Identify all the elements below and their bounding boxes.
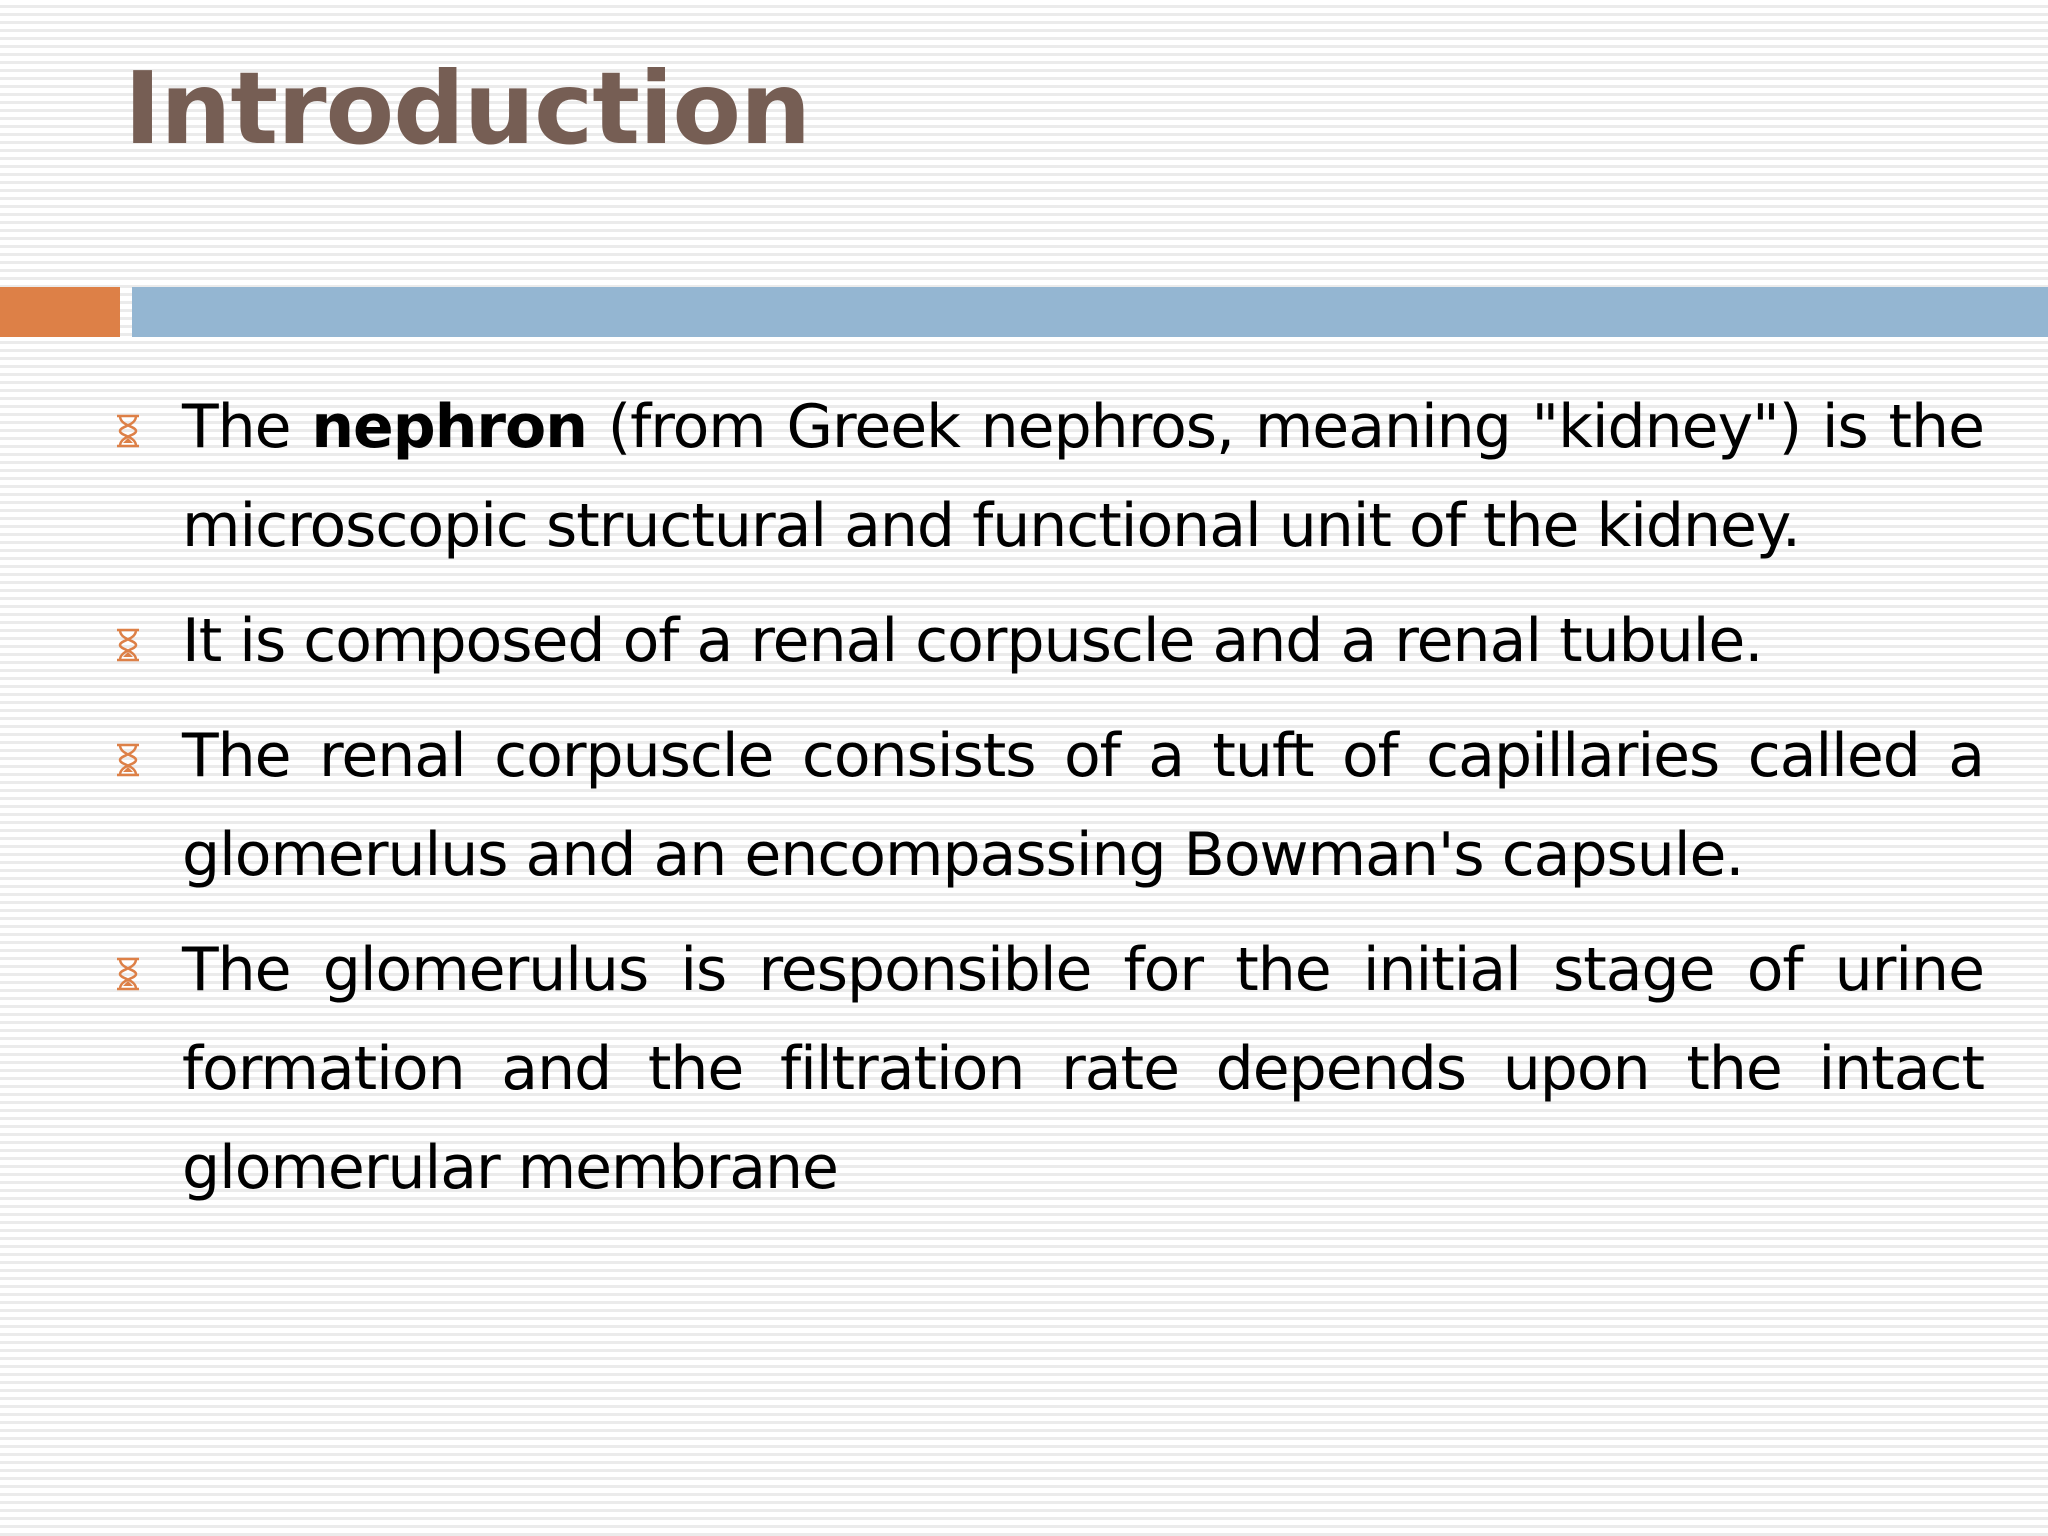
title-accent-bar-blue (132, 287, 2048, 337)
bullet-text-pre: The (182, 392, 312, 462)
bullet-text: It is composed of a renal corpuscle and a renal tubule. (182, 606, 1763, 676)
hourglass-icon (114, 957, 142, 991)
bullet-item (182, 921, 1984, 1218)
bullet-list (182, 378, 1984, 1234)
title-accent-bar-orange (0, 287, 120, 337)
hourglass-icon (114, 743, 142, 777)
bullet-text-post: (from Greek nephros, meaning "kidney") is the microscopic structural and functional unit of the kidney. (182, 392, 1984, 561)
bullet-item (182, 592, 1984, 691)
bullet-item (182, 707, 1984, 905)
slide-title: Introduction (124, 50, 811, 167)
bullet-text: The glomerulus is responsible for the initial stage of urine formation and the filtration rate depends upon the intact glomerular membrane (182, 935, 1984, 1203)
hourglass-icon (114, 628, 142, 662)
bullet-item (182, 378, 1984, 576)
bullet-text-bold: nephron (311, 392, 587, 462)
bullet-text: The renal corpuscle consists of a tuft of capillaries called a glomerulus and an encompassing Bowman's capsule. (182, 721, 1984, 890)
hourglass-icon (114, 414, 142, 448)
